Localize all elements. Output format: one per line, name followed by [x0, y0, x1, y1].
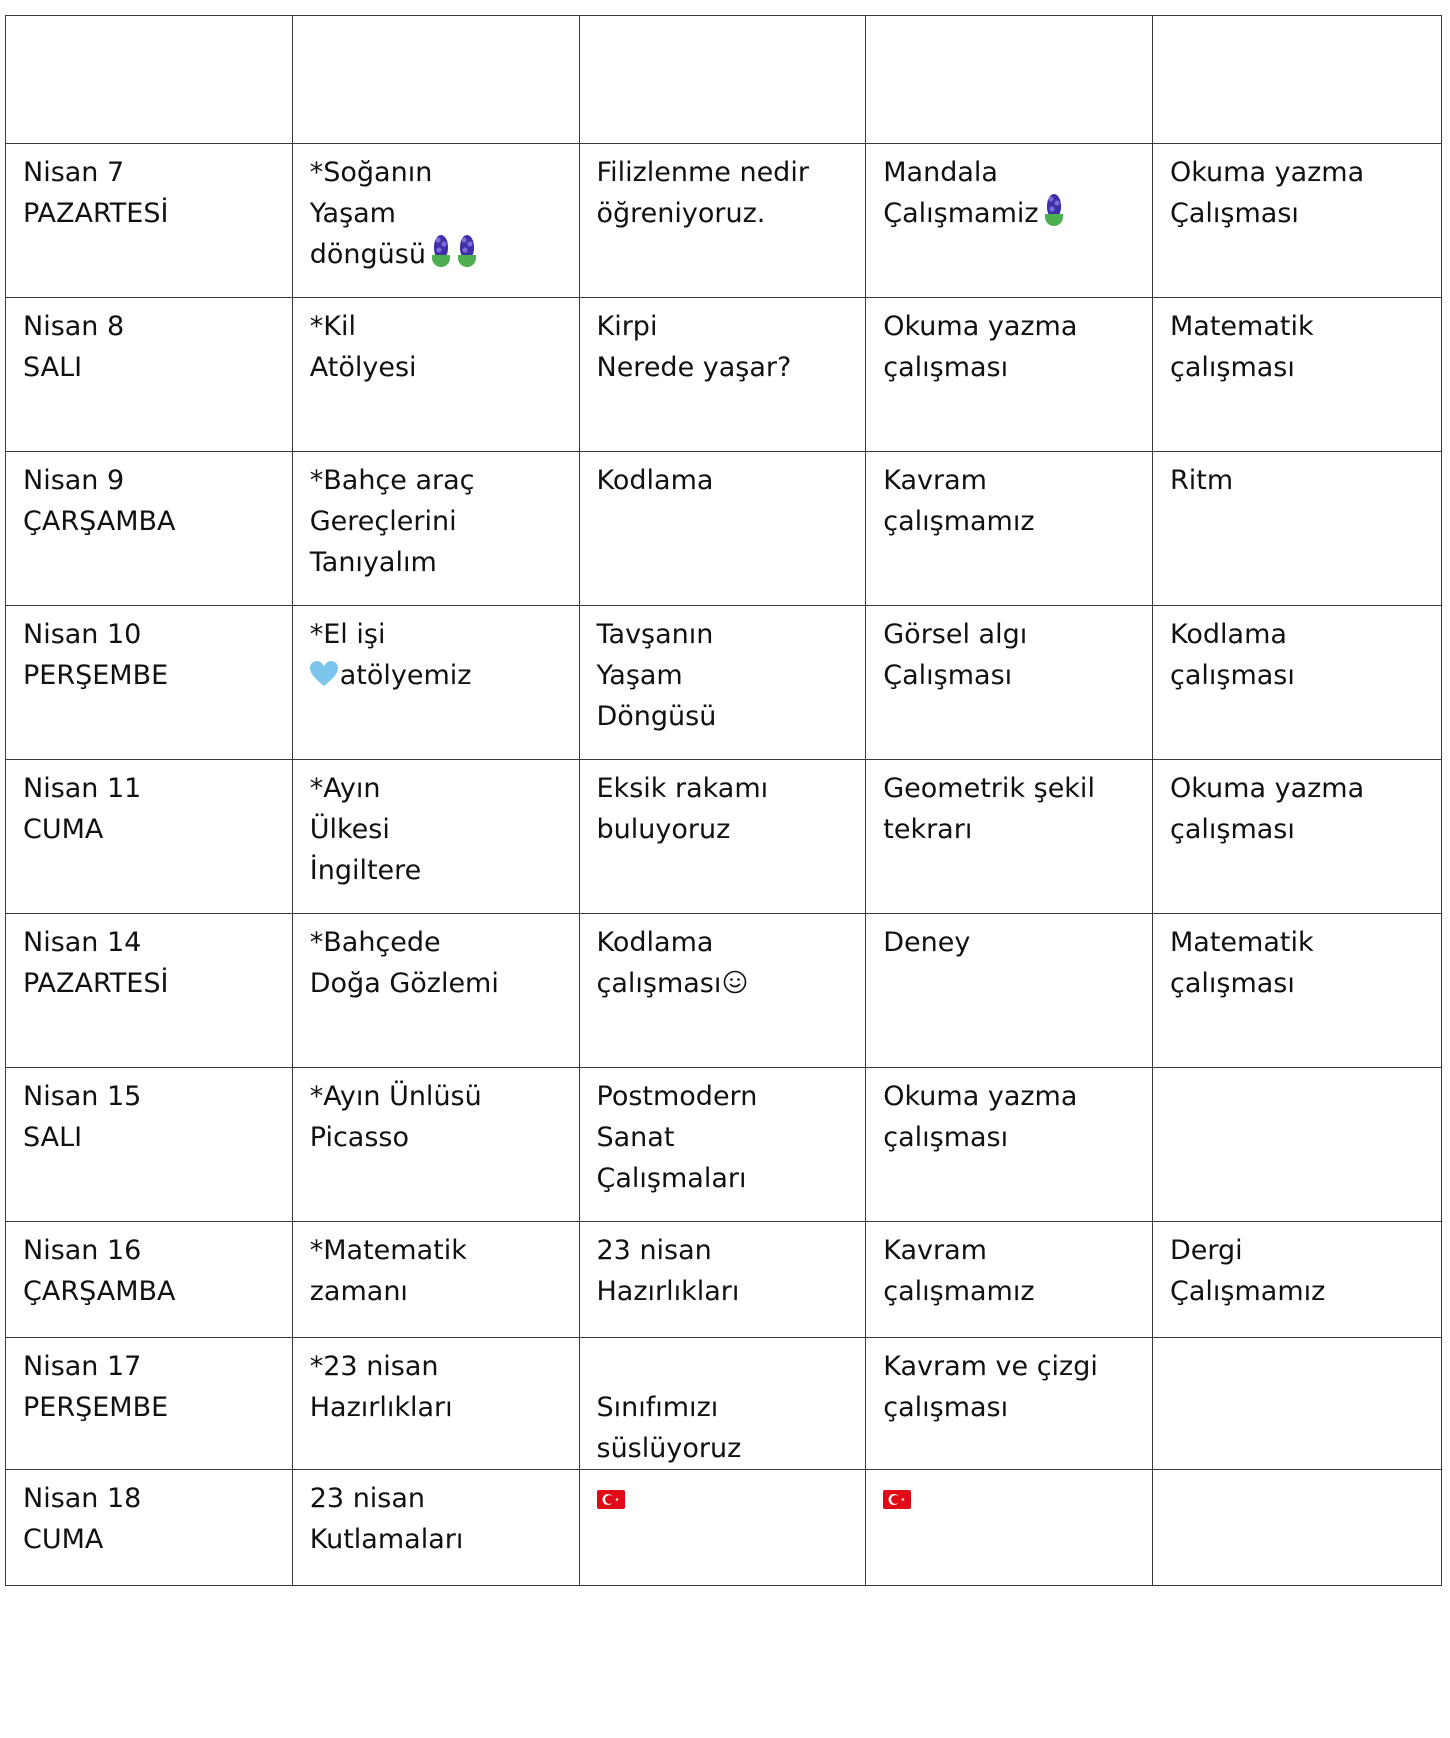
day-cell: Nisan 17 PERŞEMBE — [6, 1338, 293, 1470]
hyacinth-icon — [1043, 194, 1065, 228]
activity-cell: Filizlenme nedir öğreniyoruz. — [579, 144, 866, 298]
day-cell: Nisan 11 CUMA — [6, 760, 293, 914]
activity-cell — [579, 1470, 866, 1586]
header-cell-1 — [6, 16, 293, 144]
activity-cell: *23 nisan Hazırlıkları — [292, 1338, 579, 1470]
activity-cell — [292, 606, 579, 760]
table-row — [6, 1068, 1442, 1222]
activity-cell: Deney — [866, 914, 1153, 1068]
activity-cell: Matematik çalışması — [1153, 914, 1442, 1068]
day-cell: Nisan 8 SALI — [6, 298, 293, 452]
activity-text: Mandala Çalışmamiz — [883, 157, 1039, 229]
table-row — [6, 1222, 1442, 1338]
light-blue-heart-icon — [310, 661, 338, 687]
activity-cell: *Bahçede Doğa Gözlemi — [292, 914, 579, 1068]
day-cell: Nisan 15 SALI — [6, 1068, 293, 1222]
activity-cell: Kavram çalışmamız — [866, 452, 1153, 606]
activity-cell: 23 nisan Hazırlıkları — [579, 1222, 866, 1338]
header-row — [6, 16, 1442, 144]
activity-cell — [866, 1470, 1153, 1586]
turkish-flag-icon — [883, 1490, 911, 1509]
table-row — [6, 1470, 1442, 1586]
turkish-flag-icon — [597, 1490, 625, 1509]
activity-cell: Ritm — [1153, 452, 1442, 606]
activity-cell — [1153, 1470, 1442, 1586]
activity-cell: 23 nisan Kutlamaları — [292, 1470, 579, 1586]
activity-cell: Eksik rakamı buluyoruz — [579, 760, 866, 914]
day-cell: Nisan 16 ÇARŞAMBA — [6, 1222, 293, 1338]
activity-cell: *Ayın Ülkesi İngiltere — [292, 760, 579, 914]
day-cell: Nisan 14 PAZARTESİ — [6, 914, 293, 1068]
activity-cell: Geometrik şekil tekrarı — [866, 760, 1153, 914]
header-cell-4 — [866, 16, 1153, 144]
activity-cell: Kodlama çalışması — [1153, 606, 1442, 760]
activity-cell: Dergi Çalışmamız — [1153, 1222, 1442, 1338]
activity-cell: Kavram ve çizgi çalışması — [866, 1338, 1153, 1470]
table-row — [6, 914, 1442, 1068]
activity-cell: Postmodern Sanat Çalışmaları — [579, 1068, 866, 1222]
table-row — [6, 452, 1442, 606]
activity-cell: Matematik çalışması — [1153, 298, 1442, 452]
activity-text: *El işi — [309, 619, 386, 650]
activity-text: atölyemiz — [339, 660, 472, 691]
table-row — [6, 144, 1442, 298]
activity-cell — [1153, 1068, 1442, 1222]
activity-cell — [1153, 1338, 1442, 1470]
activity-cell: Okuma yazma çalışması — [866, 298, 1153, 452]
activity-cell: Okuma yazma Çalışması — [1153, 144, 1442, 298]
activity-text: *Soğanın Yaşam döngüsü — [309, 157, 433, 270]
activity-cell: *Bahçe araç Gereçlerini Tanıyalım — [292, 452, 579, 606]
table-row — [6, 760, 1442, 914]
activity-cell: Kavram çalışmamız — [866, 1222, 1153, 1338]
smiley-icon — [723, 970, 747, 994]
activity-text: Kodlama çalışması — [596, 927, 722, 999]
hyacinth-icon — [456, 235, 478, 269]
activity-cell: Sınıfımızı süslüyoruz — [579, 1338, 866, 1470]
weekly-schedule-table — [5, 15, 1442, 1586]
activity-cell: Kirpi Nerede yaşar? — [579, 298, 866, 452]
header-cell-3 — [579, 16, 866, 144]
day-cell: Nisan 10 PERŞEMBE — [6, 606, 293, 760]
activity-cell: Okuma yazma çalışması — [866, 1068, 1153, 1222]
activity-cell — [579, 914, 866, 1068]
table-row — [6, 1338, 1442, 1470]
day-cell: Nisan 18 CUMA — [6, 1470, 293, 1586]
activity-cell: Tavşanın Yaşam Döngüsü — [579, 606, 866, 760]
day-cell: Nisan 9 ÇARŞAMBA — [6, 452, 293, 606]
activity-cell: *Ayın Ünlüsü Picasso — [292, 1068, 579, 1222]
table-row — [6, 298, 1442, 452]
day-cell: Nisan 7 PAZARTESİ — [6, 144, 293, 298]
activity-cell: *Kil Atölyesi — [292, 298, 579, 452]
activity-cell: *Matematik zamanı — [292, 1222, 579, 1338]
activity-cell — [292, 144, 579, 298]
header-cell-5 — [1153, 16, 1442, 144]
activity-cell — [866, 144, 1153, 298]
hyacinth-icon — [430, 235, 452, 269]
activity-cell: Görsel algı Çalışması — [866, 606, 1153, 760]
header-cell-2 — [292, 16, 579, 144]
activity-cell: Kodlama — [579, 452, 866, 606]
activity-cell: Okuma yazma çalışması — [1153, 760, 1442, 914]
table-row — [6, 606, 1442, 760]
